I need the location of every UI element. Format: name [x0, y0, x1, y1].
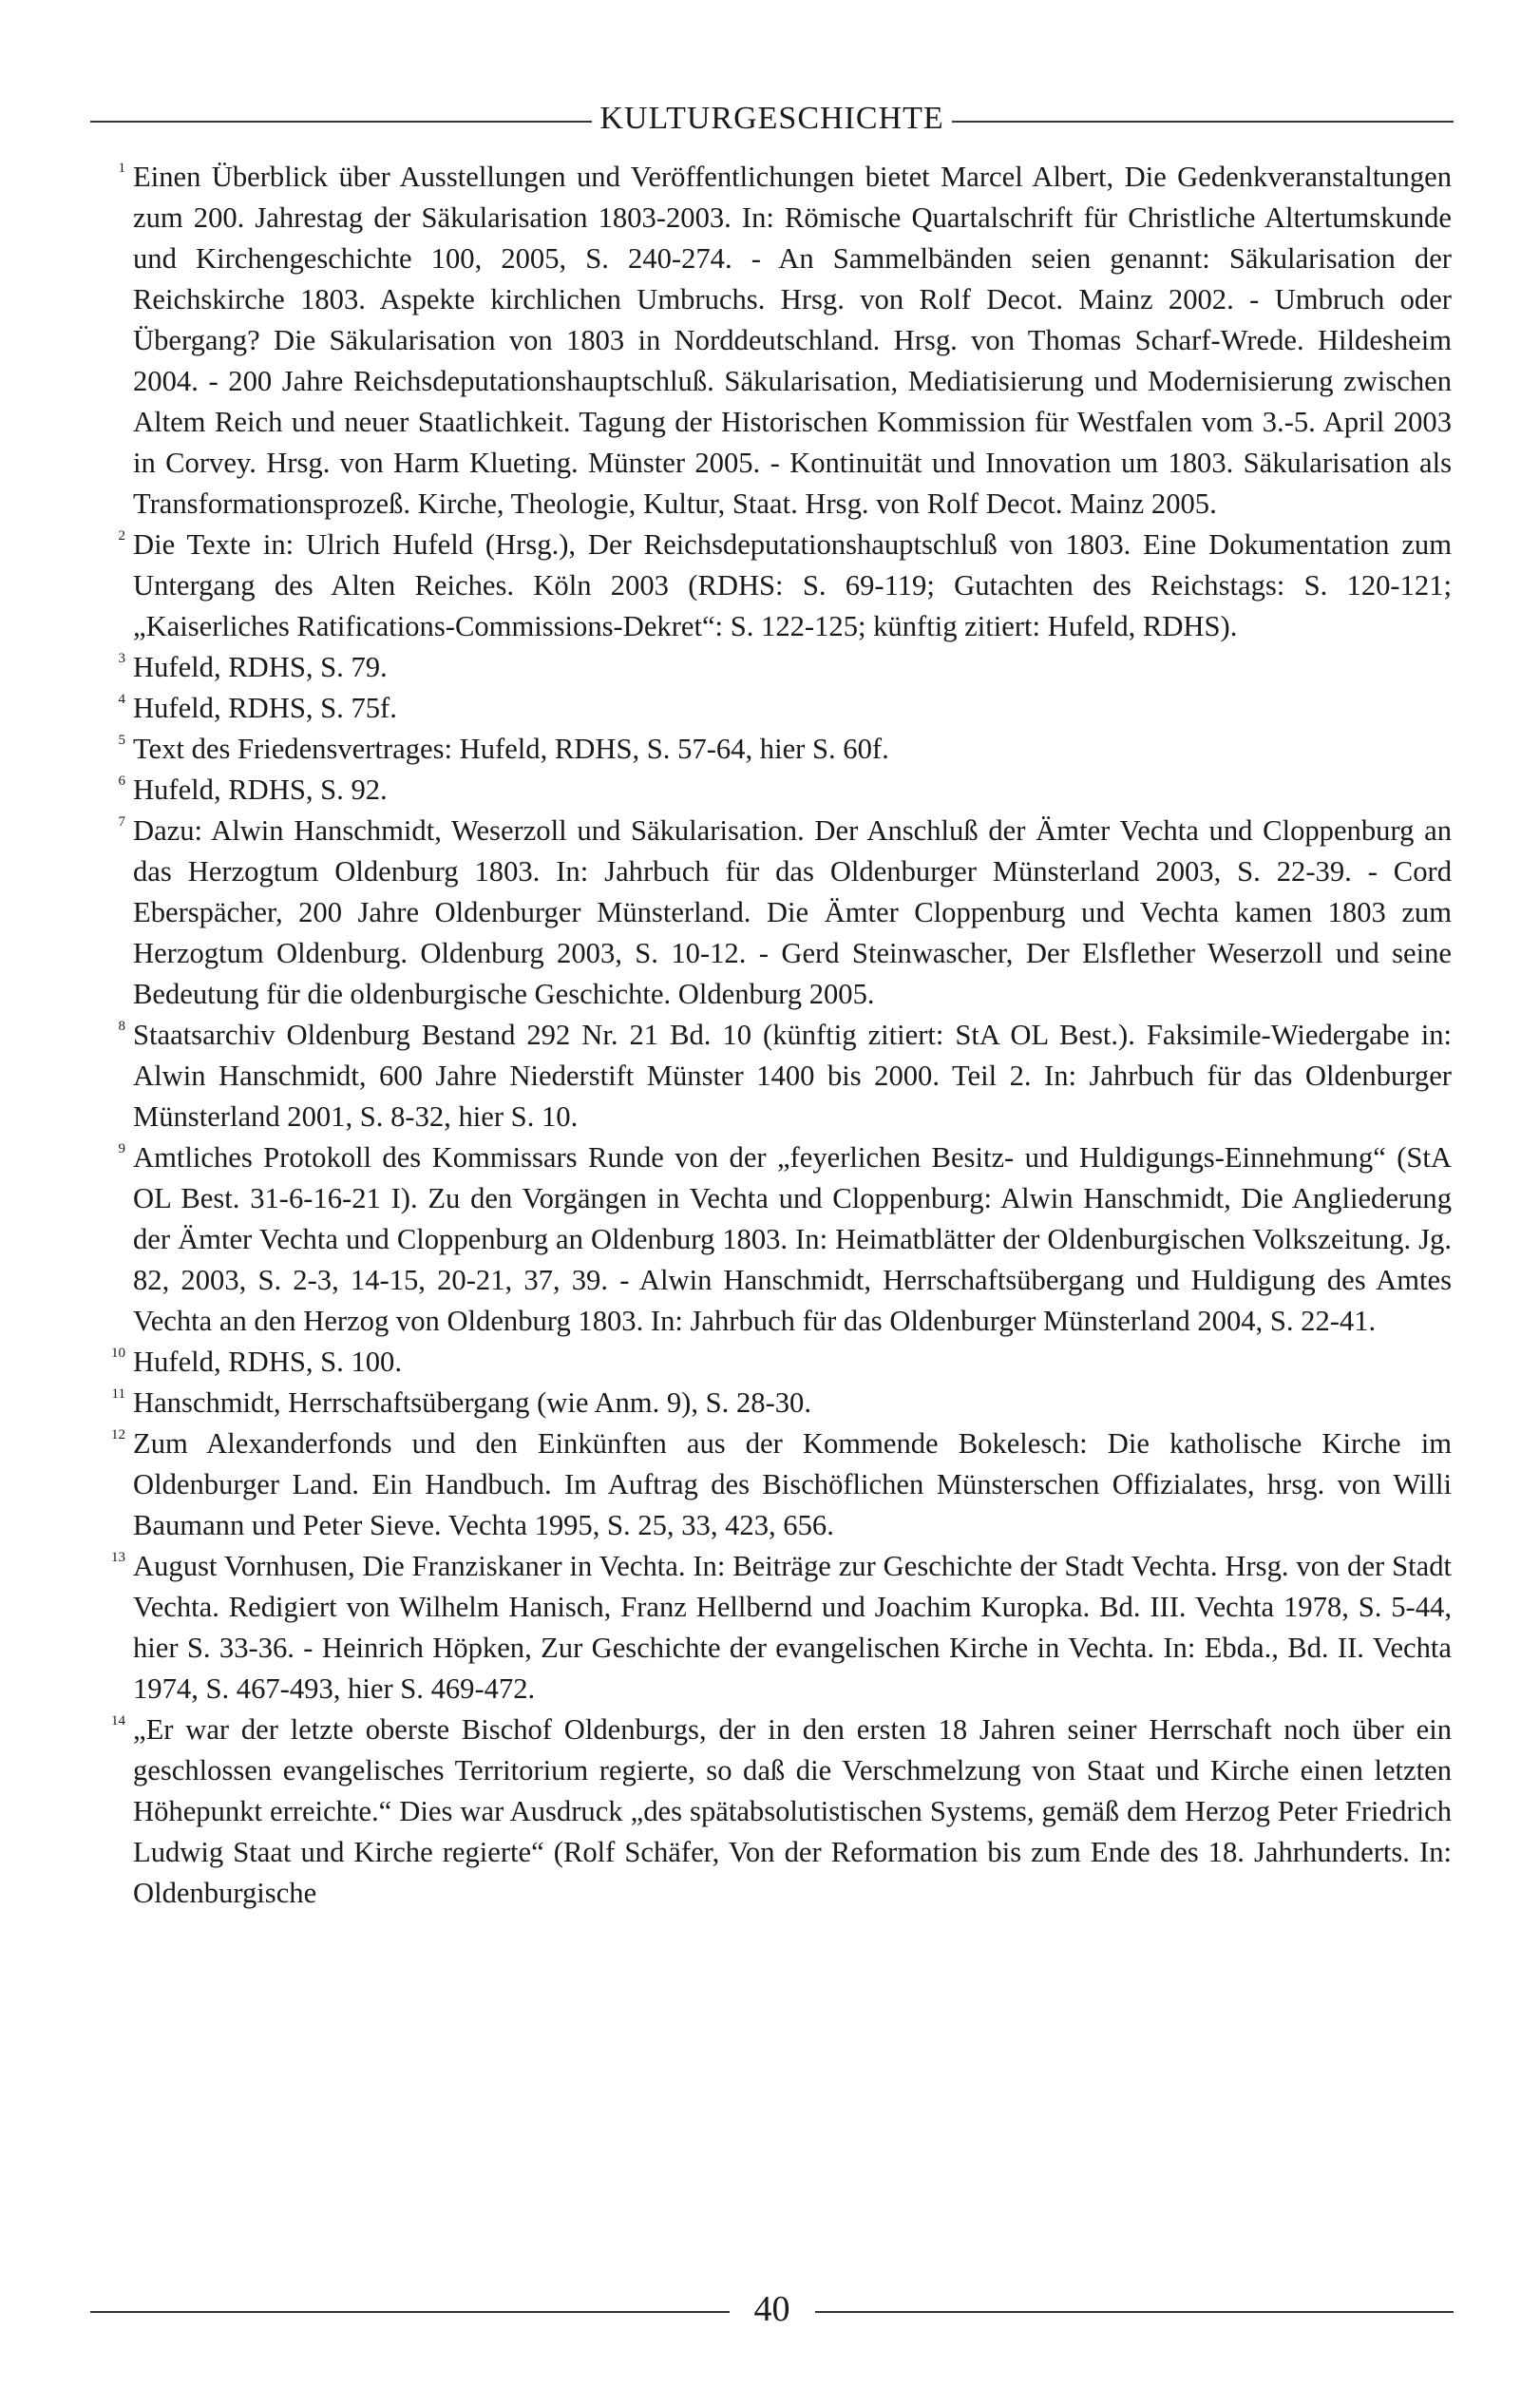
footnote-12: [111, 1423, 1452, 1546]
page-number: 40: [753, 2289, 790, 2329]
footnote-5: [118, 729, 1452, 770]
footnote-number: 9: [118, 1141, 125, 1156]
footnote-text: Hufeld, RDHS, S. 75f.: [133, 692, 397, 724]
footnote-text: Hufeld, RDHS, S. 92.: [133, 774, 388, 806]
footnote-text: Zum Alexanderfonds und den Einkünften aus der Kommende Bokelesch: Die katholische Kirche im Oldenburger Land. Ein Handbuch. Im Auftrag des Bischöflichen Münsterschen Offizialates, hrsg. von Willi Baumann und Peter Sieve. Vechta 1995, S. 25, 33, 423, 656.: [133, 1427, 1452, 1541]
footnote-text: Text des Friedensvertrages: Hufeld, RDHS, S. 57-64, hier S. 60f.: [133, 733, 889, 765]
footnote-number: 4: [118, 692, 125, 707]
footnote-number: 3: [118, 651, 125, 666]
footnote-text: Hufeld, RDHS, S. 79.: [133, 651, 388, 683]
footnote-text: Hanschmidt, Herrschaftsübergang (wie Anm. 9), S. 28-30.: [133, 1386, 811, 1419]
footnote-7: [118, 811, 1452, 1015]
footnote-10: [111, 1342, 1452, 1383]
footnote-4: [118, 688, 1452, 729]
footnote-number: 8: [118, 1019, 125, 1034]
footnote-number: 13: [111, 1550, 125, 1565]
footnote-text: Einen Überblick über Ausstellungen und Veröffentlichungen bietet Marcel Albert, Die Gedenkveranstaltungen zum 200. Jahrestag der Säkularisation 1803-2003. In: Römische Quartalschrift für Christliche Altertumskunde und Kirchengeschichte 100, 2005, S. 240-274. - An Sammelbänden seien genannt: Säkularisation der Reichskirche 1803. Aspekte kirchlichen Umbruchs. Hrsg. von Rolf Decot. Mainz 2002. - Umbruch oder Übergang? Die Säkularisation von 1803 in Norddeutschland. Hrsg. von Thomas Scharf-Wrede. Hildesheim 2004. - 200 Jahre Reichsdeputationshauptschluß. Säkularisation, Mediatisierung und Modernisierung zwischen Altem Reich und neuer Staatlichkeit. Tagung der Historischen Kommission für Westfalen vom 3.-5. April 2003 in Corvey. Hrsg. von Harm Klueting. Münster 2005. - Kontinuität und Innovation um 1803. Säkularisation als Transformationsprozeß. Kirche, Theologie, Kultur, Staat. Hrsg. von Rolf Decot. Mainz 2005.: [133, 161, 1452, 520]
page-footer: [90, 2281, 1454, 2338]
header-rule-left: [90, 121, 592, 123]
footer-rule-right: [815, 2311, 1454, 2313]
footnote-6: [118, 770, 1452, 811]
footnote-text: Hufeld, RDHS, S. 100.: [133, 1346, 403, 1378]
footnote-number: 2: [118, 528, 125, 544]
header-rule-right: [952, 121, 1454, 123]
footnote-number: 5: [118, 733, 125, 748]
running-header: [90, 95, 1454, 143]
header-title: KULTURGESCHICHTE: [599, 101, 944, 136]
footnote-text: Amtliches Protokoll des Kommissars Runde von der „feyerlichen Besitz- und Huldigungs-Einnehmung“ (StA OL Best. 31-6-16-21 I). Zu den Vorgängen in Vechta und Cloppenburg: Alwin Hanschmidt, Die Angliederung der Ämter Vechta und Cloppenburg an Oldenburg 1803. In: Heimatblätter der Oldenburgischen Volkszeitung. Jg. 82, 2003, S. 2-3, 14-15, 20-21, 37, 39. - Alwin Hanschmidt, Herrschaftsübergang und Huldigung des Amtes Vechta an den Herzog von Oldenburg 1803. In: Jahrbuch für das Oldenburger Münsterland 2004, S. 22-41.: [133, 1141, 1452, 1337]
footnote-number: 10: [111, 1346, 125, 1361]
footnote-number: 7: [118, 814, 125, 830]
footnote-text: August Vornhusen, Die Franziskaner in Vechta. In: Beiträge zur Geschichte der Stadt Vechta. Hrsg. von der Stadt Vechta. Redigiert von Wilhelm Hanisch, Franz Hellbernd und Joachim Kuropka. Bd. III. Vechta 1978, S. 5-44, hier S. 33-36. - Heinrich Höpken, Zur Geschichte der evangelischen Kirche in Vechta. In: Ebda., Bd. II. Vechta 1974, S. 467-493, hier S. 469-472.: [133, 1550, 1452, 1705]
footnote-13: [111, 1546, 1452, 1710]
footnote-2: [118, 525, 1452, 647]
footnote-number: 12: [111, 1427, 125, 1442]
footnote-number: 1: [118, 161, 125, 176]
footnote-14: [111, 1710, 1452, 1914]
footnote-number: 6: [118, 774, 125, 789]
footnote-8: [118, 1015, 1452, 1137]
footnote-text: Dazu: Alwin Hanschmidt, Weserzoll und Säkularisation. Der Anschluß der Ämter Vechta und Cloppenburg an das Herzogtum Oldenburg 1803. In: Jahrbuch für das Oldenburger Münsterland 2003, S. 22-39. - Cord Eberspächer, 200 Jahre Oldenburger Münsterland. Die Ämter Cloppenburg und Vechta kamen 1803 zum Herzogtum Oldenburg. Oldenburg 2003, S. 10-12. - Gerd Steinwascher, Der Elsflether Weserzoll und seine Bedeutung für die oldenburgische Geschichte. Oldenburg 2005.: [133, 814, 1452, 1010]
footnote-text: Staatsarchiv Oldenburg Bestand 292 Nr. 21 Bd. 10 (künftig zitiert: StA OL Best.). Faksimile-Wiedergabe in: Alwin Hanschmidt, 600 Jahre Niederstift Münster 1400 bis 2000. Teil 2. In: Jahrbuch für das Oldenburger Münsterland 2001, S. 8-32, hier S. 10.: [133, 1019, 1452, 1133]
footnote-1: [118, 157, 1452, 525]
footnote-list: [111, 157, 1452, 1914]
footnote-number: 11: [111, 1386, 125, 1402]
footnote-number: 14: [111, 1713, 125, 1729]
footnote-text: Die Texte in: Ulrich Hufeld (Hrsg.), Der Reichsdeputationshauptschluß von 1803. Eine Dokumentation zum Untergang des Alten Reiches. Köln 2003 (RDHS: S. 69-119; Gutachten des Reichstags: S. 120-121; „Kaiserliches Ratifications-Commissions-Dekret“: S. 122-125; künftig zitiert: Hufeld, RDHS).: [133, 528, 1452, 642]
footer-rule-left: [90, 2311, 730, 2313]
footnote-9: [118, 1137, 1452, 1342]
footnote-11: [111, 1383, 1452, 1423]
footnote-text: „Er war der letzte oberste Bischof Oldenburgs, der in den ersten 18 Jahren seiner Herrschaft noch über ein geschlossen evangelisches Territorium regierte, so daß die Verschmelzung von Staat und Kirche einen letzten Höhepunkt erreichte.“ Dies war Ausdruck „des spätabsolutistischen Systems, gemäß dem Herzog Peter Friedrich Ludwig Staat und Kirche regierte“ (Rolf Schäfer, Von der Reformation bis zum Ende des 18. Jahrhunderts. In: Oldenburgische: [133, 1713, 1452, 1909]
footnote-3: [118, 647, 1452, 688]
